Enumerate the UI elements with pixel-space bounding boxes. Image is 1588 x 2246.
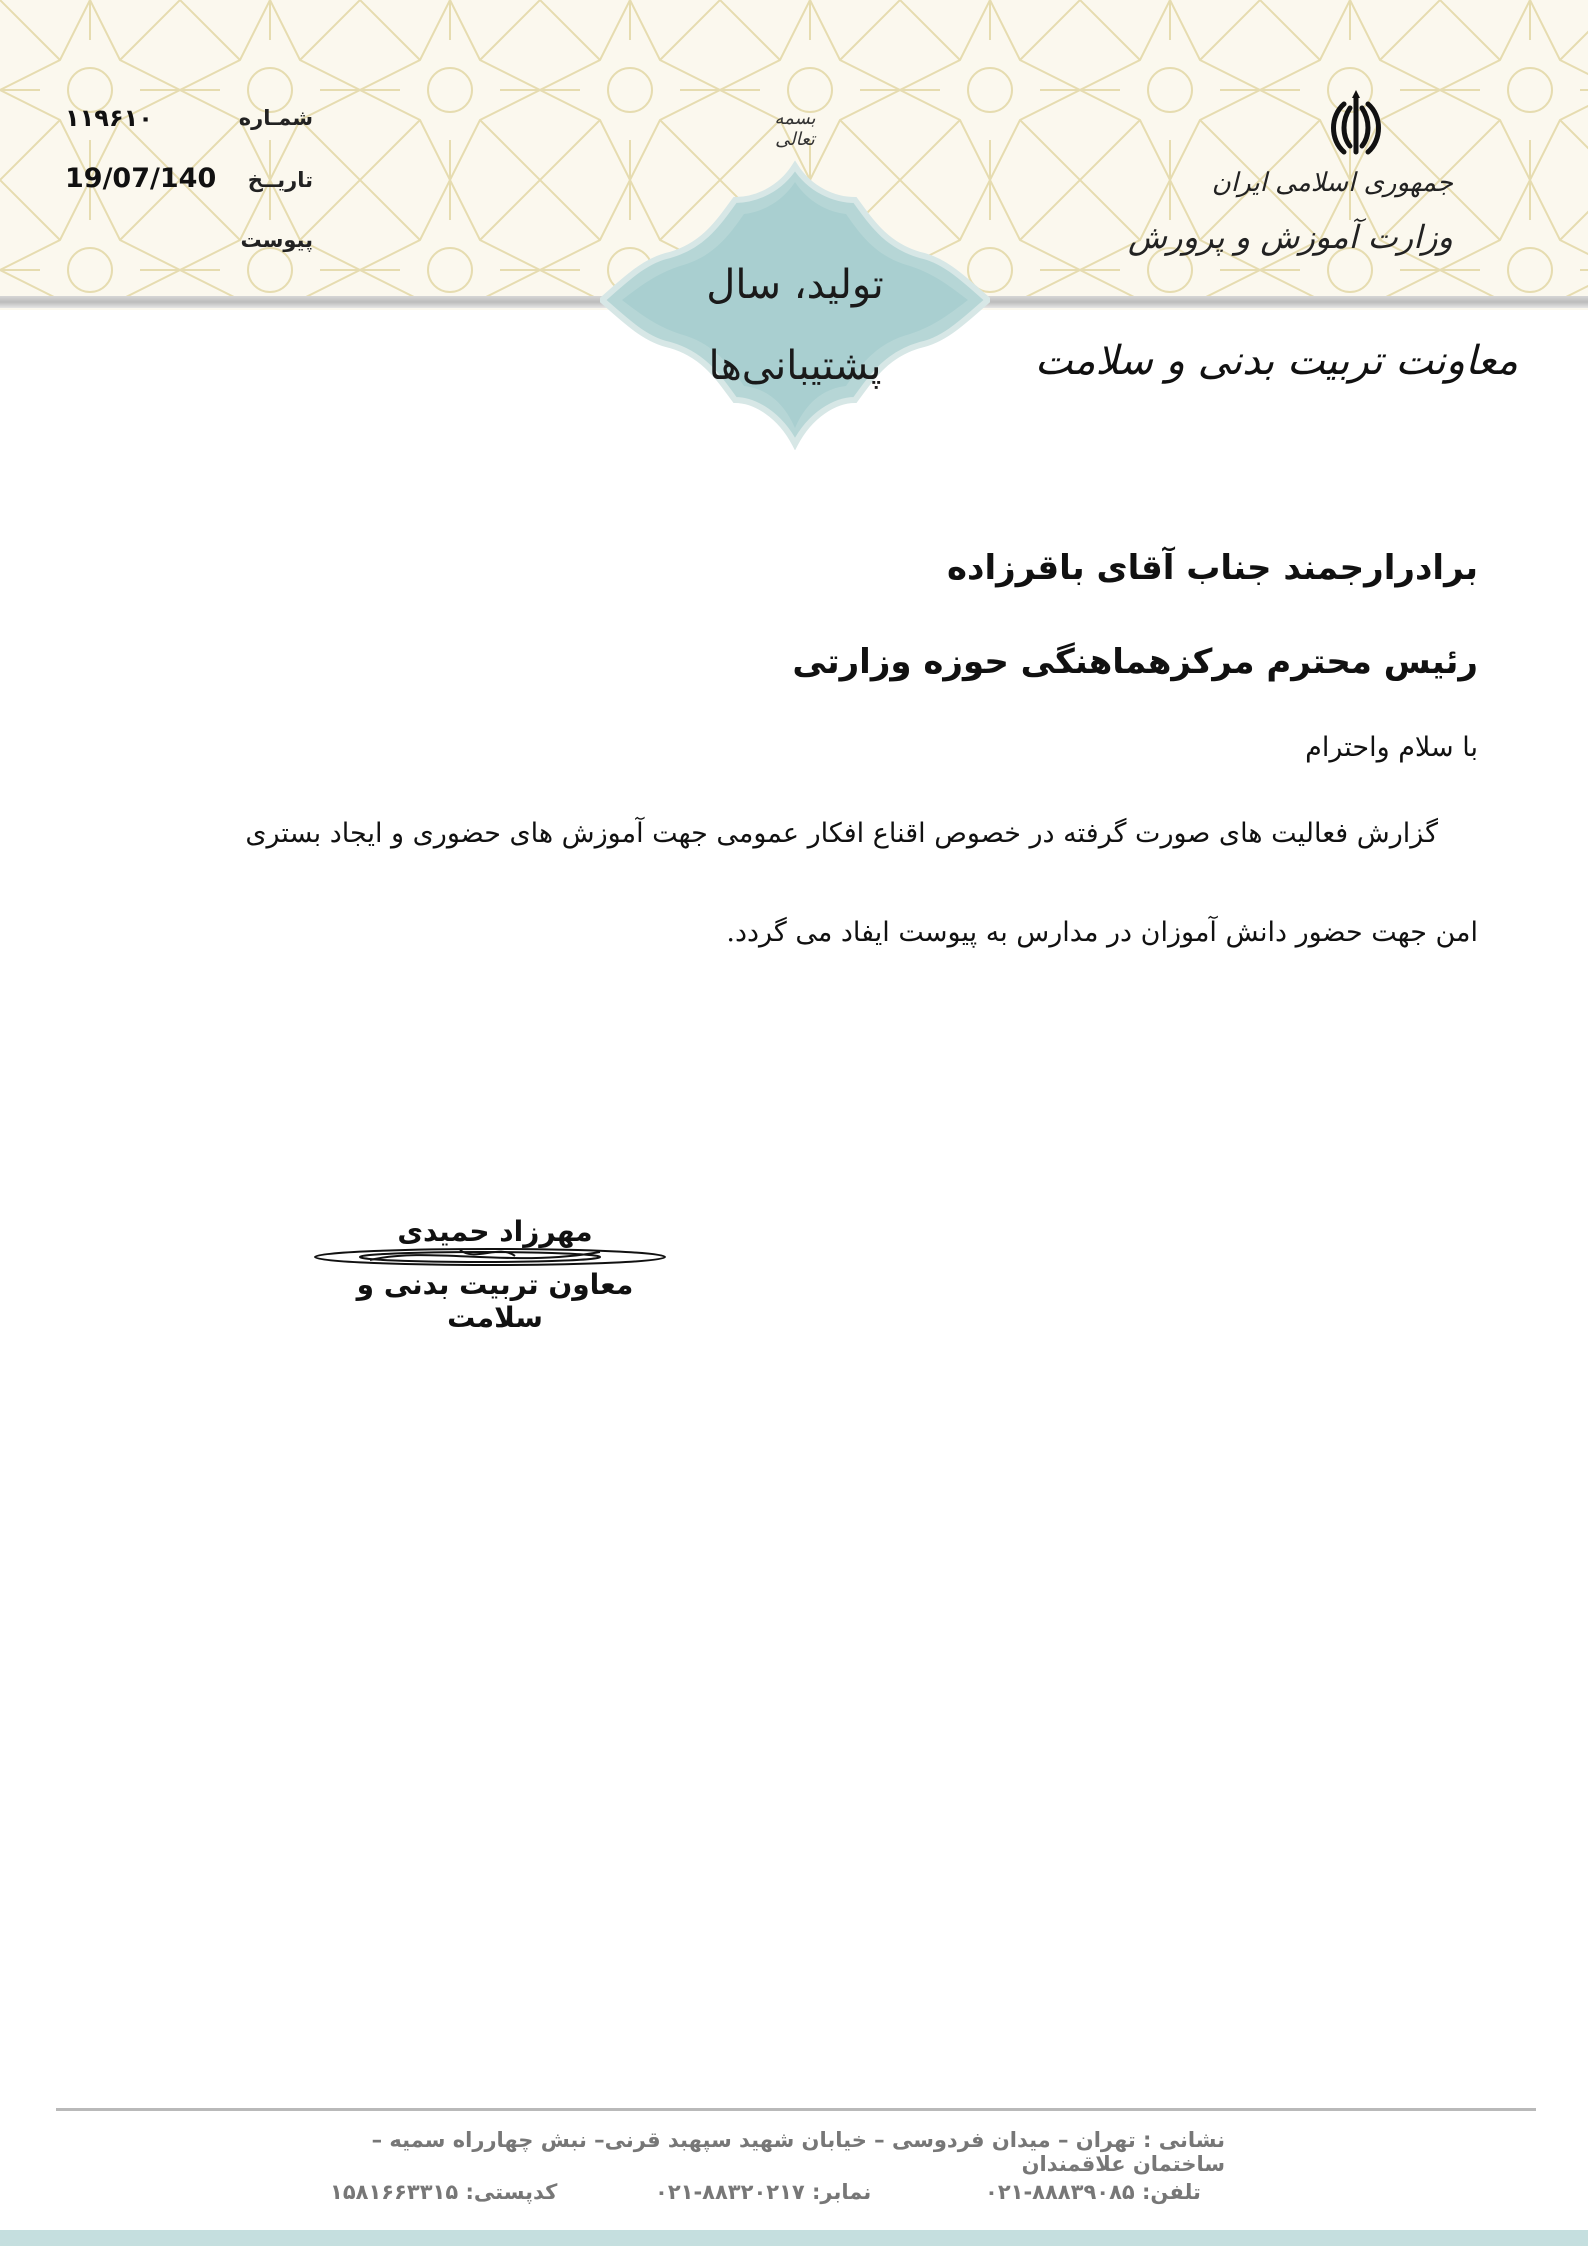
basmala: بسمه تعالی <box>774 108 816 150</box>
footer-address: نشانی : تهران – میدان فردوسی – خیابان شهید سپهبد قرنی– نبش چهارراه سمیه – ساختمان علاقمندان <box>371 2128 1225 2176</box>
body-line-2: امن جهت حضور دانش آموزان در مدارس به پیوست ایفاد می گردد. <box>726 917 1478 948</box>
footer-postal-code: کدپستی: ۱۵۸۱۶۶۳۳۱۵ <box>330 2180 558 2204</box>
recipient-name: برادرارجمند جناب آقای باقرزاده <box>946 548 1478 588</box>
number-label: شمـاره <box>238 106 313 130</box>
date-value: 19/07/140 <box>65 163 217 194</box>
deputy-title: معاونت تربیت بدنی و سلامت <box>1034 338 1518 384</box>
signature-block <box>310 1215 680 1334</box>
greeting: با سلام واحترام <box>1305 732 1478 763</box>
ministry-line-1: جمهوری اسلامی ایران <box>1211 168 1453 198</box>
attachment-label: پیوست <box>240 228 313 252</box>
footer-rule <box>56 2108 1536 2111</box>
signatory-name: مهرزاد حمیدی <box>397 1215 593 1248</box>
body-line-1: گزارش فعالیت های صورت گرفته در خصوص اقناع افکار عمومی جهت آموزش های حضوری و ایجاد بستری <box>245 818 1438 849</box>
ministry-line-2: وزارت آموزش و پرورش <box>1128 218 1453 256</box>
slogan-line-1: تولید، سال <box>706 262 884 308</box>
footer-fax: نمابر: ۸۸۳۲۰۲۱۷-۰۲۱ <box>655 2180 872 2204</box>
recipient-title: رئیس محترم مرکزهماهنگی حوزه وزارتی <box>792 642 1478 682</box>
slogan-line-2: پشتیبانی‌ها <box>708 343 882 389</box>
date-label: تاریــخ <box>247 168 313 192</box>
number-value: ۱۱۹۶۱۰ <box>65 104 153 132</box>
footer-phone: تلفن: ۸۸۸۳۹۰۸۵-۰۲۱ <box>985 2180 1201 2204</box>
footer-bar <box>0 2230 1588 2246</box>
signatory-title: معاون تربیت بدنی و سلامت <box>356 1268 634 1334</box>
iran-emblem-icon <box>1320 88 1392 160</box>
